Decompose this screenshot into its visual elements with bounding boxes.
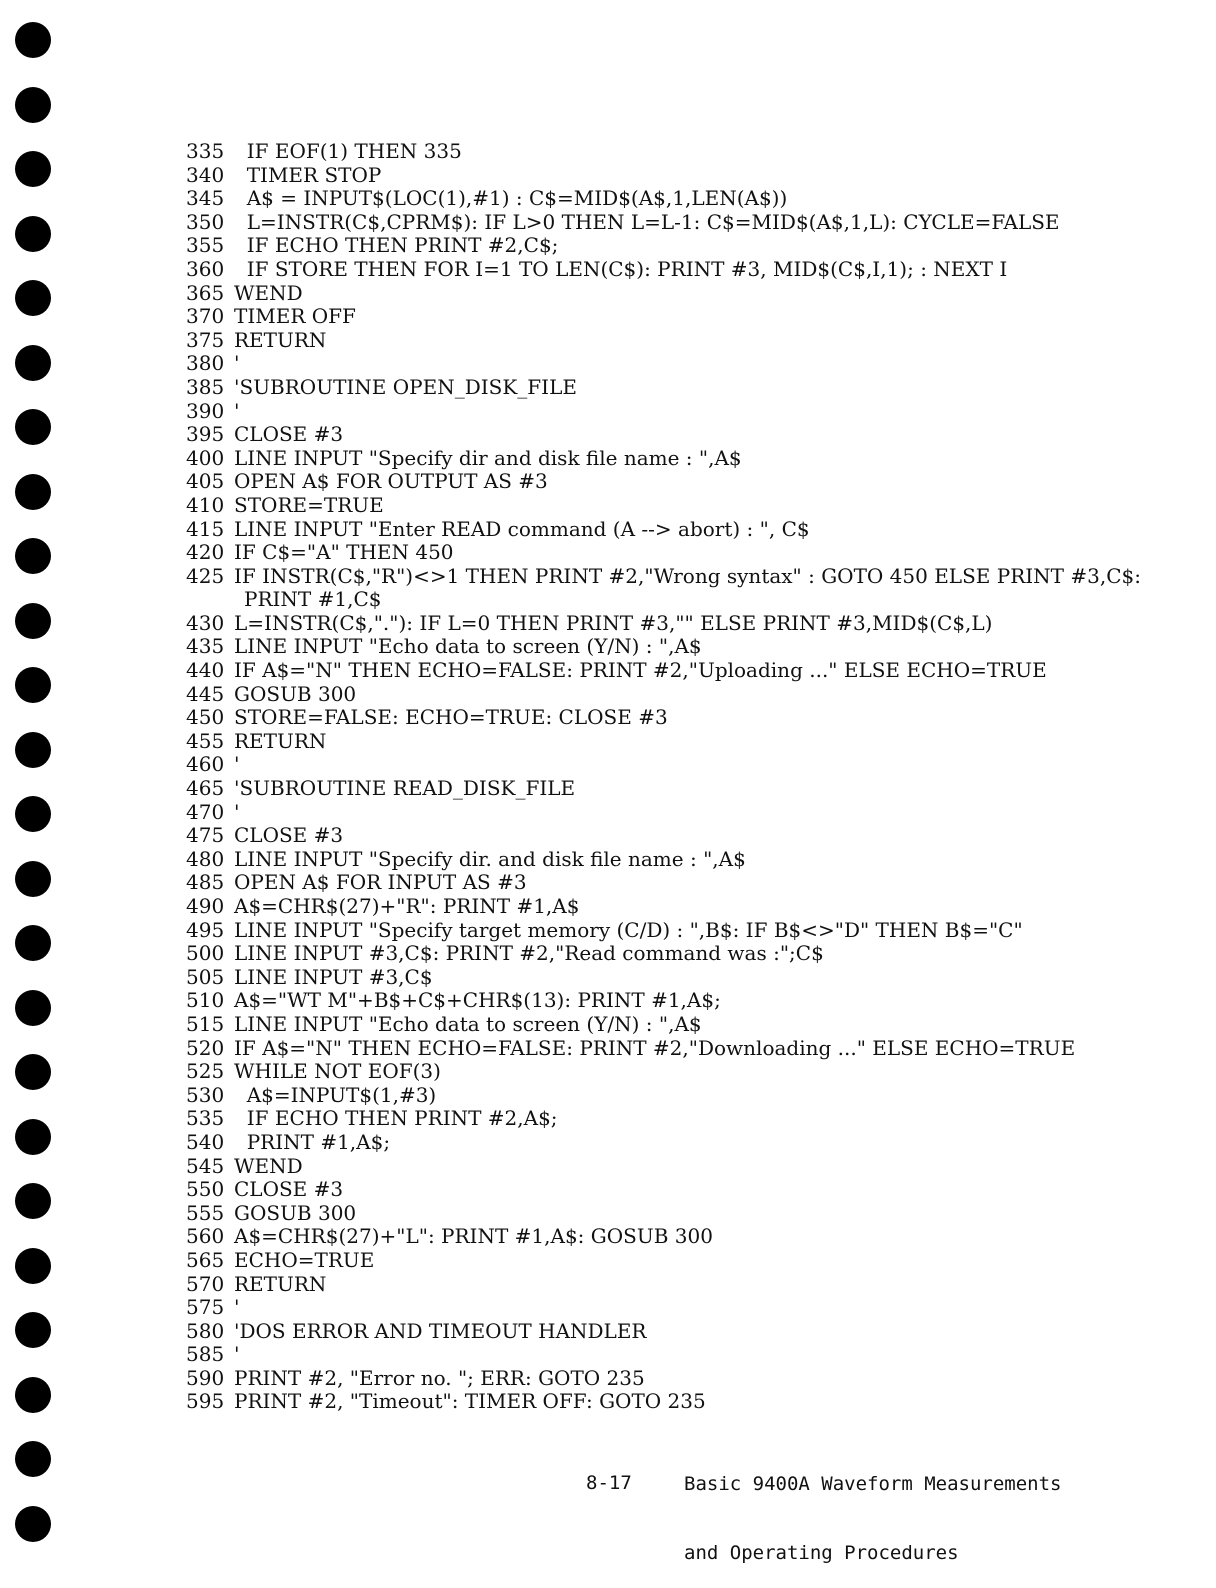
- footer-subtitle: and Operating Procedures: [684, 1542, 959, 1564]
- line-number: 410: [186, 492, 225, 517]
- code-line: [186, 140, 1176, 164]
- code-line: [186, 1131, 1176, 1155]
- code-line: [186, 164, 1176, 188]
- line-code: LINE INPUT "Echo data to screen (Y/N) : ",A$: [234, 1011, 702, 1036]
- binder-hole: [15, 603, 51, 639]
- code-line: [186, 1225, 1176, 1249]
- line-number: 400: [186, 445, 225, 470]
- code-line: [186, 706, 1176, 730]
- line-code: A$=CHR$(27)+"R": PRINT #1,A$: [234, 894, 580, 918]
- code-line: [186, 518, 1176, 542]
- line-code: ': [234, 1342, 240, 1367]
- line-number: 340: [186, 162, 225, 187]
- line-number: 485: [186, 870, 225, 895]
- line-code: LINE INPUT "Specify dir. and disk file name : ",A$: [234, 846, 746, 871]
- line-code: RETURN: [234, 728, 327, 753]
- line-number: 500: [186, 941, 225, 966]
- line-code: TIMER OFF: [234, 304, 356, 329]
- code-line: [186, 1249, 1176, 1273]
- line-number: 555: [186, 1200, 225, 1225]
- line-code: RETURN: [234, 1271, 327, 1296]
- binder-hole: [15, 861, 51, 897]
- line-code: ': [234, 1295, 240, 1320]
- line-number: 425: [186, 563, 225, 588]
- line-number: 560: [186, 1224, 225, 1249]
- line-number: 360: [186, 256, 225, 281]
- code-listing: [186, 140, 1176, 1414]
- line-code: CLOSE #3: [234, 823, 344, 848]
- binder-hole: [15, 796, 51, 832]
- binder-hole: [15, 409, 51, 445]
- binder-hole: [15, 732, 51, 768]
- line-code: 'SUBROUTINE READ_DISK_FILE: [234, 776, 576, 801]
- code-line: [186, 1155, 1176, 1179]
- code-line: [186, 1060, 1176, 1084]
- binder-hole: [15, 216, 51, 252]
- code-line: [186, 541, 1176, 565]
- binder-hole: [15, 87, 51, 123]
- line-number: 365: [186, 280, 225, 305]
- line-number: 495: [186, 917, 225, 942]
- line-number: 470: [186, 799, 225, 824]
- binder-hole: [15, 280, 51, 316]
- line-code: WEND: [234, 1153, 303, 1178]
- code-line: [186, 824, 1176, 848]
- line-number: 540: [186, 1129, 225, 1154]
- line-code: ECHO=TRUE: [234, 1247, 375, 1272]
- binder-hole: [15, 1248, 51, 1284]
- line-code: ': [234, 752, 240, 777]
- line-number: 550: [186, 1177, 225, 1202]
- line-code: IF EOF(1) THEN 335: [234, 139, 462, 163]
- line-code: IF A$="N" THEN ECHO=FALSE: PRINT #2,"Downloading ..." ELSE ECHO=TRUE: [234, 1035, 1076, 1060]
- binder-hole: [15, 151, 51, 187]
- code-line: [186, 659, 1176, 683]
- line-code: CLOSE #3: [234, 422, 344, 447]
- line-code: IF C$="A" THEN 450: [234, 540, 454, 565]
- code-line: [186, 895, 1176, 919]
- line-code: ': [234, 351, 240, 376]
- binder-hole: [15, 1054, 51, 1090]
- code-line: [186, 400, 1176, 424]
- line-number: 345: [186, 186, 225, 211]
- code-line: [186, 329, 1176, 353]
- binder-hole: [15, 667, 51, 703]
- line-number: 590: [186, 1365, 225, 1390]
- line-code: IF ECHO THEN PRINT #2,A$;: [234, 1106, 558, 1131]
- binder-hole: [15, 990, 51, 1026]
- line-code: GOSUB 300: [234, 1200, 357, 1225]
- line-code: LINE INPUT #3,C$: PRINT #2,"Read command was :";C$: [234, 941, 824, 966]
- line-number: 535: [186, 1106, 225, 1131]
- line-number: 580: [186, 1318, 225, 1343]
- line-code: WEND: [234, 280, 303, 305]
- code-line: [186, 352, 1176, 376]
- line-number: 350: [186, 209, 225, 234]
- line-code: TIMER STOP: [234, 162, 382, 187]
- code-line: [186, 1296, 1176, 1320]
- code-line: [186, 1202, 1176, 1226]
- line-code: STORE=TRUE: [234, 492, 384, 517]
- line-code: L=INSTR(C$,"."): IF L=0 THEN PRINT #3,"" ELSE PRINT #3,MID$(C$,L): [234, 610, 993, 635]
- line-number: 460: [186, 752, 225, 777]
- code-line: [186, 1037, 1176, 1061]
- line-code: CLOSE #3: [234, 1177, 344, 1202]
- code-line: [186, 258, 1176, 282]
- line-code: WHILE NOT EOF(3): [234, 1059, 441, 1084]
- line-code: OPEN A$ FOR OUTPUT AS #3: [234, 469, 548, 494]
- footer-title: Basic 9400A Waveform Measurements: [684, 1473, 1062, 1495]
- line-number: 385: [186, 374, 225, 399]
- line-code: LINE INPUT "Specify dir and disk file name : ",A$: [234, 445, 742, 470]
- code-line: [186, 1343, 1176, 1367]
- code-line: [186, 211, 1176, 235]
- line-code: STORE=FALSE: ECHO=TRUE: CLOSE #3: [234, 705, 668, 730]
- line-number: 545: [186, 1153, 225, 1178]
- code-line: [186, 423, 1176, 447]
- line-code: LINE INPUT "Enter READ command (A --> abort) : ", C$: [234, 516, 810, 541]
- line-number: 490: [186, 894, 225, 918]
- binder-hole: [15, 1441, 51, 1477]
- line-number: 505: [186, 964, 225, 989]
- code-line: [186, 966, 1176, 990]
- line-code: OPEN A$ FOR INPUT AS #3: [234, 870, 527, 895]
- binder-hole: [15, 22, 51, 58]
- line-number: 570: [186, 1271, 225, 1296]
- line-code: LINE INPUT #3,C$: [234, 964, 433, 989]
- code-line: [186, 942, 1176, 966]
- line-number: 445: [186, 681, 225, 706]
- code-line: [186, 753, 1176, 777]
- code-line: [186, 848, 1176, 872]
- line-number: 335: [186, 139, 225, 163]
- line-code: PRINT #2, "Timeout": TIMER OFF: GOTO 235: [234, 1389, 706, 1414]
- binder-hole: [15, 1312, 51, 1348]
- line-number: 595: [186, 1389, 225, 1414]
- line-code: PRINT #2, "Error no. "; ERR: GOTO 235: [234, 1365, 645, 1390]
- code-line-continuation: PRINT #1,C$: [244, 587, 382, 612]
- line-code: L=INSTR(C$,CPRM$): IF L>0 THEN L=L-1: C$=MID$(A$,1,L): CYCLE=FALSE: [234, 209, 1060, 234]
- code-line: [186, 376, 1176, 400]
- line-number: 430: [186, 610, 225, 635]
- page-number: 8-17: [586, 1472, 632, 1494]
- line-code: A$=INPUT$(1,#3): [234, 1082, 437, 1107]
- line-code: LINE INPUT "Echo data to screen (Y/N) : ",A$: [234, 634, 702, 659]
- binder-hole: [15, 345, 51, 381]
- code-line: [186, 612, 1176, 636]
- line-number: 475: [186, 823, 225, 848]
- binder-hole: [15, 474, 51, 510]
- binder-hole: [15, 1506, 51, 1542]
- code-line: [186, 1390, 1176, 1414]
- line-code: A$="WT M"+B$+C$+CHR$(13): PRINT #1,A$;: [234, 988, 721, 1013]
- line-number: 515: [186, 1011, 225, 1036]
- line-number: 530: [186, 1082, 225, 1107]
- line-code: 'SUBROUTINE OPEN_DISK_FILE: [234, 374, 577, 399]
- code-line: [186, 989, 1176, 1013]
- code-line: [186, 1084, 1176, 1108]
- line-number: 405: [186, 469, 225, 494]
- code-line: [186, 565, 1176, 589]
- code-line: [186, 1013, 1176, 1037]
- code-line: [186, 1320, 1176, 1344]
- line-code: GOSUB 300: [234, 681, 357, 706]
- line-code: A$=CHR$(27)+"L": PRINT #1,A$: GOSUB 300: [234, 1224, 713, 1249]
- line-code: LINE INPUT "Specify target memory (C/D) : ",B$: IF B$<>"D" THEN B$="C": [234, 917, 1023, 942]
- code-line: [186, 919, 1176, 943]
- code-line: [186, 447, 1176, 471]
- line-code: 'DOS ERROR AND TIMEOUT HANDLER: [234, 1318, 647, 1343]
- line-number: 395: [186, 422, 225, 447]
- code-line: [186, 635, 1176, 659]
- line-number: 415: [186, 516, 225, 541]
- line-number: 455: [186, 728, 225, 753]
- line-code: ': [234, 398, 240, 423]
- line-code: IF INSTR(C$,"R")<>1 THEN PRINT #2,"Wrong syntax" : GOTO 450 ELSE PRINT #3,C$:: [234, 563, 1141, 588]
- footer: [684, 1427, 1062, 1588]
- line-number: 465: [186, 776, 225, 801]
- binder-hole: [15, 1119, 51, 1155]
- line-code: PRINT #1,A$;: [234, 1129, 391, 1154]
- binder-holes: [0, 0, 70, 1576]
- code-line: [186, 234, 1176, 258]
- code-line: [186, 1367, 1176, 1391]
- line-code: IF STORE THEN FOR I=1 TO LEN(C$): PRINT #3, MID$(C$,I,1); : NEXT I: [234, 256, 1008, 281]
- line-number: 370: [186, 304, 225, 329]
- line-code: ': [234, 799, 240, 824]
- line-number: 450: [186, 705, 225, 730]
- line-number: 375: [186, 327, 225, 352]
- binder-hole: [15, 538, 51, 574]
- code-line: [186, 282, 1176, 306]
- line-code: IF ECHO THEN PRINT #2,C$;: [234, 233, 559, 258]
- line-code: IF A$="N" THEN ECHO=FALSE: PRINT #2,"Uploading ..." ELSE ECHO=TRUE: [234, 658, 1047, 683]
- code-line: [186, 801, 1176, 825]
- line-number: 435: [186, 634, 225, 659]
- line-number: 575: [186, 1295, 225, 1320]
- line-number: 380: [186, 351, 225, 376]
- code-line: [186, 730, 1176, 754]
- line-number: 420: [186, 540, 225, 565]
- code-line: [186, 305, 1176, 329]
- line-code: RETURN: [234, 327, 327, 352]
- code-line: [186, 187, 1176, 211]
- code-line: [186, 1107, 1176, 1131]
- code-line: [186, 494, 1176, 518]
- code-line: [186, 1273, 1176, 1297]
- code-line: [186, 777, 1176, 801]
- code-line: [186, 683, 1176, 707]
- binder-hole: [15, 1183, 51, 1219]
- line-number: 480: [186, 846, 225, 871]
- line-number: 565: [186, 1247, 225, 1272]
- binder-hole: [15, 1377, 51, 1413]
- code-line: [186, 470, 1176, 494]
- line-number: 440: [186, 658, 225, 683]
- line-number: 525: [186, 1059, 225, 1084]
- line-number: 390: [186, 398, 225, 423]
- line-number: 520: [186, 1035, 225, 1060]
- binder-hole: [15, 925, 51, 961]
- line-number: 585: [186, 1342, 225, 1367]
- code-line: [186, 871, 1176, 895]
- code-line: [186, 1178, 1176, 1202]
- line-number: 355: [186, 233, 225, 258]
- line-number: 510: [186, 988, 225, 1013]
- line-code: A$ = INPUT$(LOC(1),#1) : C$=MID$(A$,1,LEN(A$)): [234, 186, 788, 211]
